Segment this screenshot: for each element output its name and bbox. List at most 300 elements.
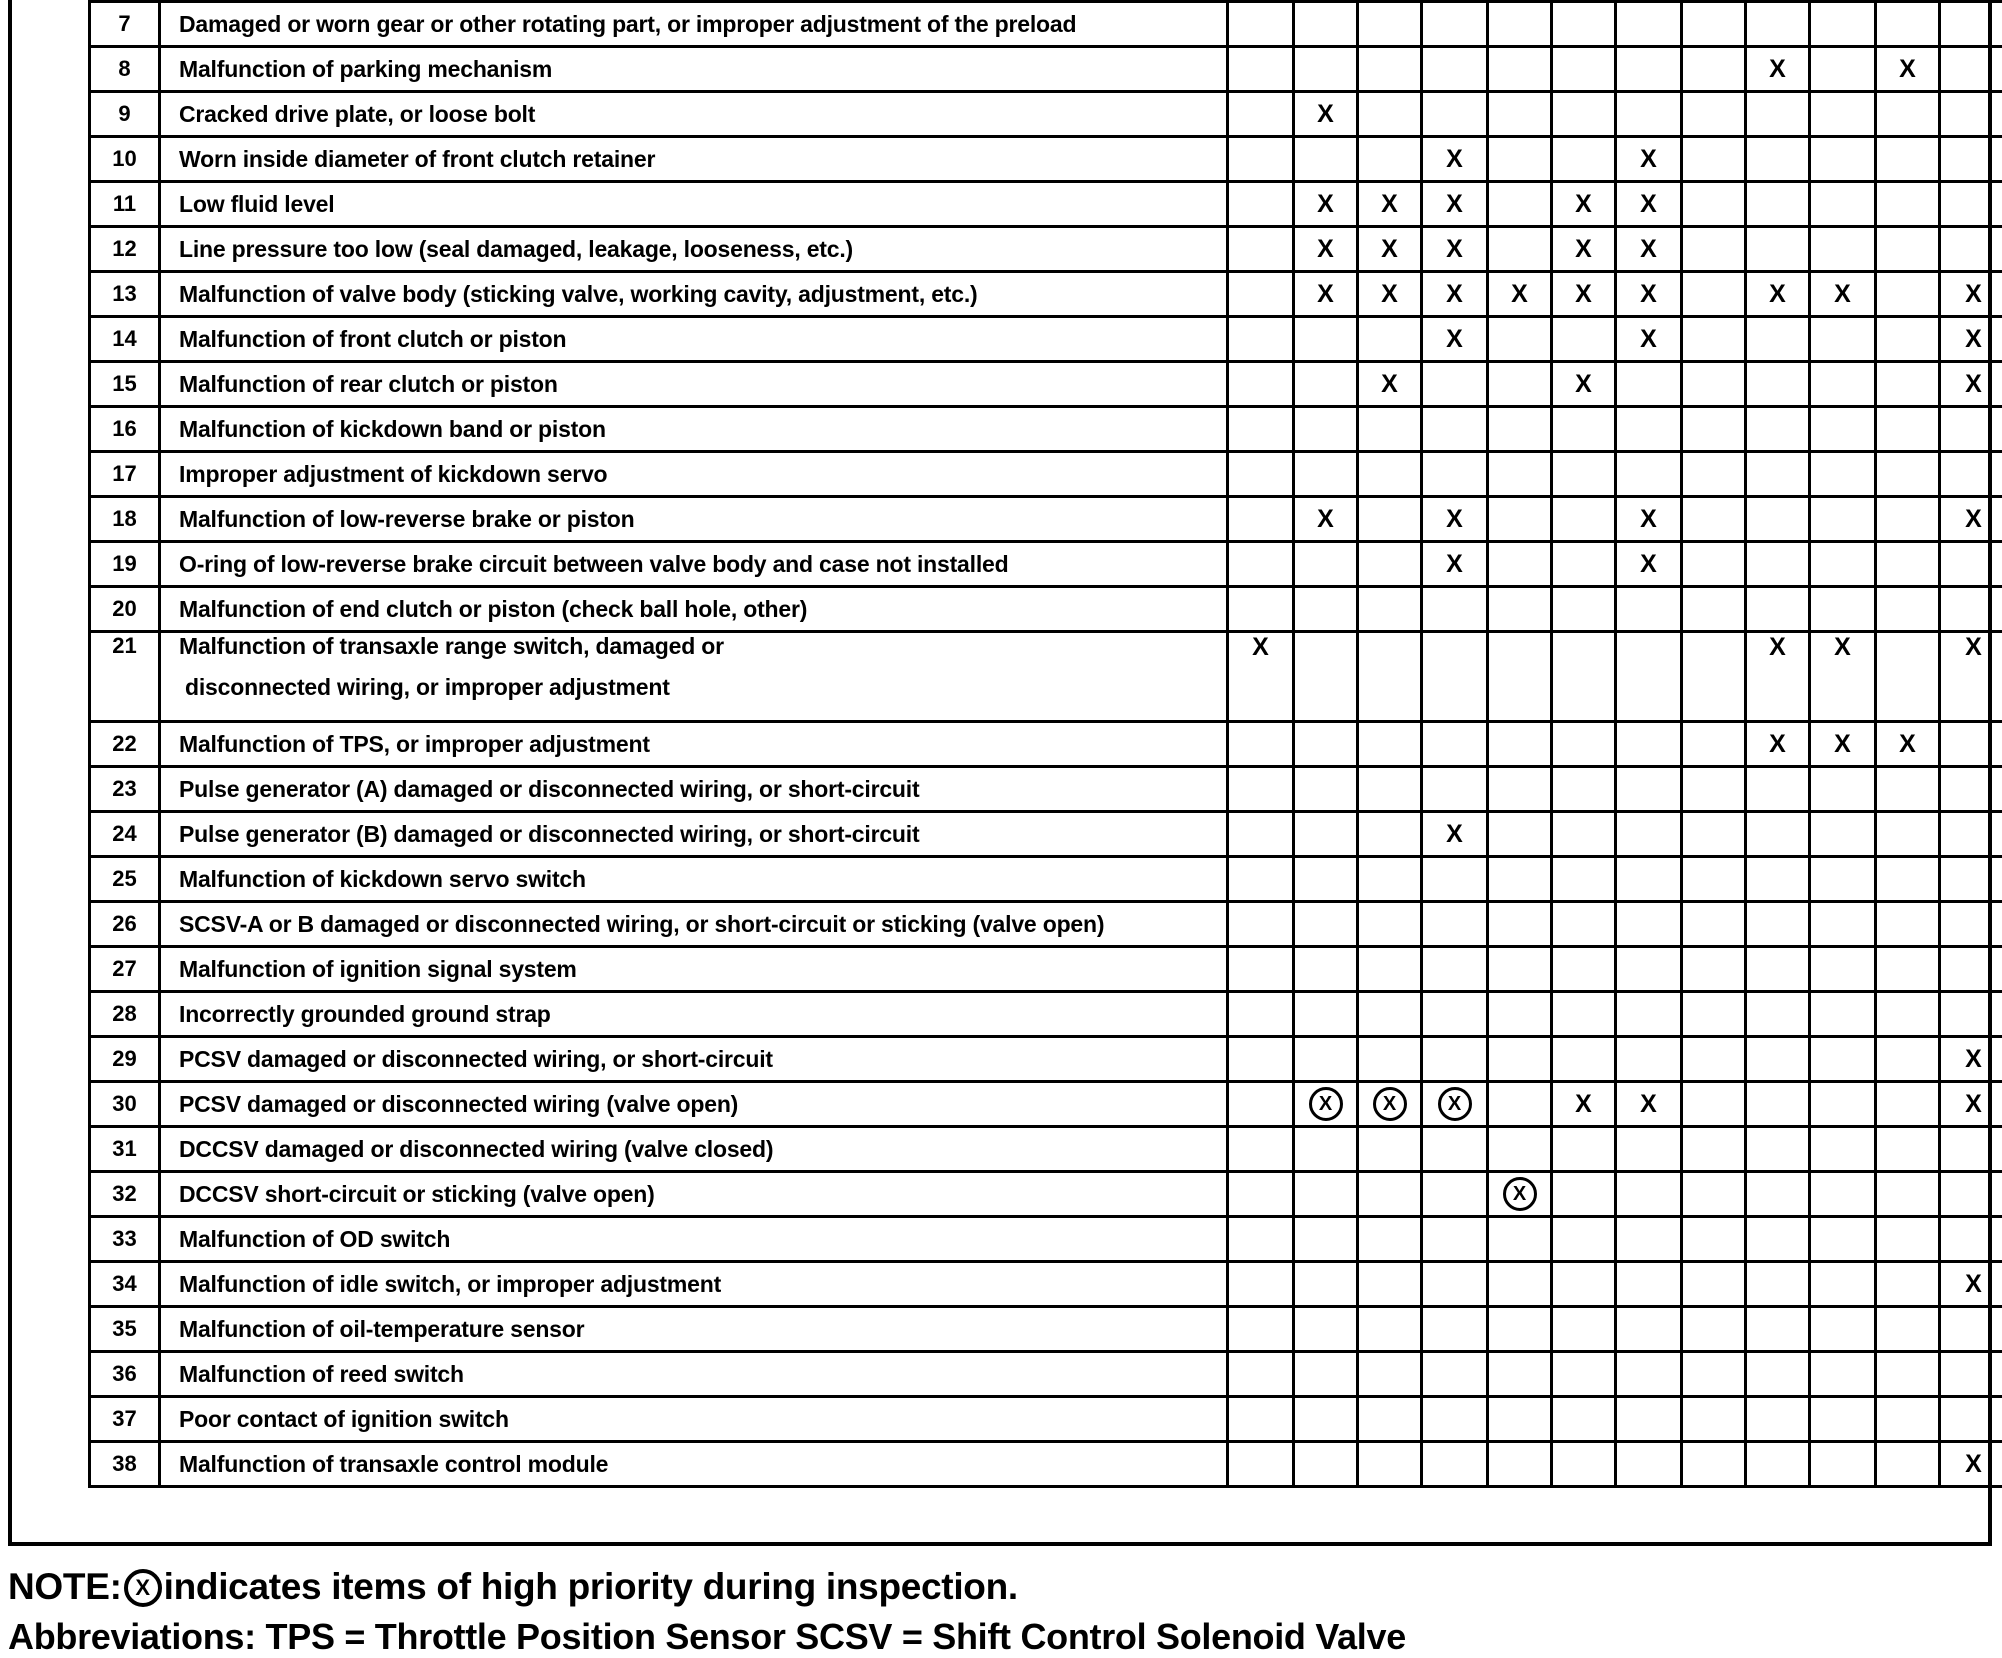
description-line: Malfunction of valve body (sticking valve, working cavity, adjustment, etc.) (179, 281, 978, 307)
check-cell (1746, 362, 1810, 407)
check-cell (1616, 2, 1682, 47)
check-cell (1358, 992, 1422, 1037)
check-cell (1422, 812, 1488, 857)
check-cell (1228, 1082, 1294, 1127)
check-cell (1810, 452, 1876, 497)
check-cell (1358, 227, 1422, 272)
check-cell (1810, 947, 1876, 992)
symptom-description (160, 227, 1228, 272)
check-cell (1616, 632, 1682, 722)
table-row (90, 1262, 2002, 1307)
check-cell (1616, 587, 1682, 632)
x-mark-icon: X (1965, 1090, 1982, 1118)
row-number: 27 (90, 947, 160, 992)
check-cell (1422, 1037, 1488, 1082)
row-number: 38 (90, 1442, 160, 1487)
table-row (90, 182, 2002, 227)
check-cell (1682, 767, 1746, 812)
x-mark-icon: X (1252, 633, 1269, 661)
check-cell (1422, 317, 1488, 362)
note-text: indicates items of high priority during inspection. (164, 1566, 1018, 1607)
check-cell (1682, 1262, 1746, 1307)
check-cell (1488, 587, 1552, 632)
description-line: Damaged or worn gear or other rotating part, or improper adjustment of the preload (179, 11, 1076, 37)
symptom-description (160, 1082, 1228, 1127)
description-line: Malfunction of kickdown band or piston (179, 416, 606, 442)
symptom-description (160, 767, 1228, 812)
x-mark-icon: X (1834, 730, 1851, 758)
check-cell (1810, 1127, 1876, 1172)
check-cell (1746, 1442, 1810, 1487)
check-cell (1810, 542, 1876, 587)
check-cell (1876, 902, 1940, 947)
check-cell (1422, 902, 1488, 947)
check-cell (1294, 362, 1358, 407)
row-number: 28 (90, 992, 160, 1037)
symptom-description (160, 1172, 1228, 1217)
check-cell (1488, 1307, 1552, 1352)
check-cell (1422, 182, 1488, 227)
check-cell (1488, 497, 1552, 542)
check-cell (1810, 317, 1876, 362)
check-cell (1552, 47, 1616, 92)
row-number: 10 (90, 137, 160, 182)
check-cell (1294, 632, 1358, 722)
check-cell (1358, 1127, 1422, 1172)
check-cell (1228, 182, 1294, 227)
table-row (90, 587, 2002, 632)
row-number: 26 (90, 902, 160, 947)
check-cell (1616, 812, 1682, 857)
check-cell (1422, 407, 1488, 452)
check-cell (1616, 1217, 1682, 1262)
check-cell (1682, 92, 1746, 137)
check-cell (1294, 947, 1358, 992)
check-cell (1488, 947, 1552, 992)
check-cell (1488, 767, 1552, 812)
x-mark-icon: X (1381, 370, 1398, 398)
row-number: 9 (90, 92, 160, 137)
check-cell (1746, 992, 1810, 1037)
check-cell (1616, 47, 1682, 92)
check-cell (1228, 1307, 1294, 1352)
check-cell (1876, 2, 1940, 47)
row-number: 15 (90, 362, 160, 407)
check-cell (1294, 1172, 1358, 1217)
check-cell (1294, 1082, 1358, 1127)
symptom-description (160, 857, 1228, 902)
diagnosis-sheet (8, 0, 1992, 1546)
row-number: 34 (90, 1262, 160, 1307)
check-cell (1940, 902, 2002, 947)
table-row (90, 1217, 2002, 1262)
check-cell (1876, 1397, 1940, 1442)
check-cell (1488, 1172, 1552, 1217)
check-cell (1358, 587, 1422, 632)
check-cell (1552, 137, 1616, 182)
row-number: 12 (90, 227, 160, 272)
check-cell (1682, 1307, 1746, 1352)
check-cell (1940, 767, 2002, 812)
table-row (90, 1397, 2002, 1442)
check-cell (1228, 452, 1294, 497)
check-cell (1552, 452, 1616, 497)
check-cell (1746, 632, 1810, 722)
x-mark-icon: X (1965, 505, 1982, 533)
check-cell (1940, 1217, 2002, 1262)
check-cell (1488, 1127, 1552, 1172)
check-cell (1488, 1352, 1552, 1397)
check-cell (1940, 947, 2002, 992)
symptom-description (160, 1442, 1228, 1487)
check-cell (1228, 992, 1294, 1037)
check-cell (1876, 227, 1940, 272)
row-number: 7 (90, 2, 160, 47)
check-cell (1682, 902, 1746, 947)
symptom-description (160, 1262, 1228, 1307)
symptom-description (160, 317, 1228, 362)
check-cell (1616, 1442, 1682, 1487)
check-cell (1552, 1172, 1616, 1217)
x-mark-icon: X (1446, 820, 1463, 848)
check-cell (1552, 812, 1616, 857)
check-cell (1358, 1037, 1422, 1082)
check-cell (1488, 1082, 1552, 1127)
check-cell (1876, 137, 1940, 182)
check-cell (1294, 452, 1358, 497)
check-cell (1616, 1082, 1682, 1127)
check-cell (1552, 1397, 1616, 1442)
check-cell (1358, 722, 1422, 767)
check-cell (1682, 857, 1746, 902)
x-mark-icon: X (1965, 325, 1982, 353)
x-mark-icon: X (1769, 633, 1786, 661)
check-cell (1488, 452, 1552, 497)
check-cell (1876, 1037, 1940, 1082)
check-cell (1940, 857, 2002, 902)
check-cell (1488, 182, 1552, 227)
table-row (90, 47, 2002, 92)
check-cell (1488, 632, 1552, 722)
check-cell (1228, 317, 1294, 362)
check-cell (1552, 947, 1616, 992)
check-cell (1228, 1442, 1294, 1487)
check-cell (1876, 317, 1940, 362)
check-cell (1940, 2, 2002, 47)
check-cell (1682, 452, 1746, 497)
circled-x-icon: X (1438, 1087, 1472, 1121)
check-cell (1488, 362, 1552, 407)
check-cell (1552, 857, 1616, 902)
table-row (90, 227, 2002, 272)
check-cell (1616, 857, 1682, 902)
check-cell (1810, 767, 1876, 812)
check-cell (1810, 902, 1876, 947)
check-cell (1488, 227, 1552, 272)
check-cell (1294, 272, 1358, 317)
check-cell (1228, 362, 1294, 407)
check-cell (1294, 1127, 1358, 1172)
check-cell (1552, 317, 1616, 362)
check-cell (1422, 587, 1488, 632)
check-cell (1810, 1352, 1876, 1397)
check-cell (1940, 182, 2002, 227)
check-cell (1358, 452, 1422, 497)
check-cell (1422, 722, 1488, 767)
check-cell (1616, 407, 1682, 452)
check-cell (1876, 1262, 1940, 1307)
check-cell (1294, 857, 1358, 902)
check-cell (1488, 902, 1552, 947)
symptom-description (160, 812, 1228, 857)
check-cell (1358, 2, 1422, 47)
row-number: 13 (90, 272, 160, 317)
check-cell (1422, 47, 1488, 92)
table-row (90, 407, 2002, 452)
check-cell (1876, 182, 1940, 227)
description-line: PCSV damaged or disconnected wiring, or short-circuit (179, 1046, 773, 1072)
check-cell (1746, 1352, 1810, 1397)
check-cell (1358, 1217, 1422, 1262)
x-mark-icon: X (1965, 370, 1982, 398)
check-cell (1682, 1037, 1746, 1082)
x-mark-icon: X (1575, 280, 1592, 308)
check-cell (1810, 137, 1876, 182)
check-cell (1488, 542, 1552, 587)
check-cell (1422, 857, 1488, 902)
check-cell (1876, 992, 1940, 1037)
check-cell (1940, 362, 2002, 407)
check-cell (1810, 1172, 1876, 1217)
row-number: 36 (90, 1352, 160, 1397)
check-cell (1810, 272, 1876, 317)
check-cell (1228, 947, 1294, 992)
description-line: disconnected wiring, or improper adjustment (179, 674, 1226, 701)
check-cell (1552, 632, 1616, 722)
check-cell (1552, 1307, 1616, 1352)
check-cell (1746, 1037, 1810, 1082)
check-cell (1940, 407, 2002, 452)
x-mark-icon: X (1317, 235, 1334, 263)
check-cell (1746, 92, 1810, 137)
table-row (90, 1307, 2002, 1352)
check-cell (1746, 407, 1810, 452)
table-row (90, 2, 2002, 47)
check-cell (1810, 182, 1876, 227)
check-cell (1422, 1262, 1488, 1307)
x-mark-icon: X (1446, 145, 1463, 173)
check-cell (1228, 1217, 1294, 1262)
row-number: 37 (90, 1397, 160, 1442)
check-cell (1552, 587, 1616, 632)
check-cell (1422, 947, 1488, 992)
check-cell (1422, 362, 1488, 407)
row-number: 22 (90, 722, 160, 767)
x-mark-icon: X (1317, 280, 1334, 308)
check-cell (1228, 47, 1294, 92)
check-cell (1422, 1442, 1488, 1487)
check-cell (1682, 1397, 1746, 1442)
check-cell (1616, 542, 1682, 587)
table-row (90, 1127, 2002, 1172)
description-line: Line pressure too low (seal damaged, leakage, looseness, etc.) (179, 236, 853, 262)
row-number: 8 (90, 47, 160, 92)
check-cell (1294, 992, 1358, 1037)
check-cell (1940, 1082, 2002, 1127)
check-cell (1228, 1352, 1294, 1397)
x-mark-icon: X (1640, 280, 1657, 308)
check-cell (1746, 2, 1810, 47)
table-row (90, 992, 2002, 1037)
description-line: O-ring of low-reverse brake circuit between valve body and case not installed (179, 551, 1008, 577)
table-row (90, 452, 2002, 497)
check-cell (1228, 812, 1294, 857)
check-cell (1810, 1217, 1876, 1262)
description-line: Malfunction of transaxle control module (179, 1451, 608, 1477)
check-cell (1228, 1262, 1294, 1307)
check-cell (1358, 182, 1422, 227)
symptom-description (160, 947, 1228, 992)
check-cell (1810, 992, 1876, 1037)
check-cell (1358, 902, 1422, 947)
description-line: DCCSV damaged or disconnected wiring (valve closed) (179, 1136, 773, 1162)
check-cell (1488, 857, 1552, 902)
check-cell (1294, 407, 1358, 452)
check-cell (1810, 632, 1876, 722)
check-cell (1228, 587, 1294, 632)
row-number: 35 (90, 1307, 160, 1352)
check-cell (1746, 1262, 1810, 1307)
check-cell (1358, 497, 1422, 542)
check-cell (1746, 1082, 1810, 1127)
symptom-description (160, 1037, 1228, 1082)
check-cell (1294, 317, 1358, 362)
check-cell (1682, 497, 1746, 542)
check-cell (1552, 767, 1616, 812)
check-cell (1876, 632, 1940, 722)
check-cell (1746, 812, 1810, 857)
check-cell (1876, 767, 1940, 812)
table-row (90, 497, 2002, 542)
row-number: 16 (90, 407, 160, 452)
description-line: Malfunction of front clutch or piston (179, 326, 566, 352)
check-cell (1616, 992, 1682, 1037)
check-cell (1616, 92, 1682, 137)
check-cell (1422, 1127, 1488, 1172)
x-mark-icon: X (1769, 55, 1786, 83)
check-cell (1358, 1172, 1422, 1217)
check-cell (1422, 767, 1488, 812)
check-cell (1746, 947, 1810, 992)
check-cell (1616, 227, 1682, 272)
check-cell (1746, 137, 1810, 182)
description-line: Malfunction of ignition signal system (179, 956, 577, 982)
check-cell (1746, 722, 1810, 767)
x-mark-icon: X (1965, 633, 1982, 661)
check-cell (1294, 902, 1358, 947)
check-cell (1810, 407, 1876, 452)
check-cell (1616, 1037, 1682, 1082)
check-cell (1422, 632, 1488, 722)
table-row (90, 812, 2002, 857)
check-cell (1746, 1217, 1810, 1262)
symptom-description (160, 587, 1228, 632)
check-cell (1876, 1217, 1940, 1262)
check-cell (1552, 362, 1616, 407)
description-line: DCCSV short-circuit or sticking (valve open) (179, 1181, 655, 1207)
circled-x-icon: X (1373, 1087, 1407, 1121)
check-cell (1552, 542, 1616, 587)
check-cell (1422, 452, 1488, 497)
check-cell (1616, 767, 1682, 812)
check-cell (1682, 992, 1746, 1037)
check-cell (1552, 1082, 1616, 1127)
check-cell (1940, 497, 2002, 542)
row-number: 29 (90, 1037, 160, 1082)
check-cell (1294, 137, 1358, 182)
description-line: Malfunction of OD switch (179, 1226, 450, 1252)
table-row (90, 1037, 2002, 1082)
check-cell (1552, 1127, 1616, 1172)
check-cell (1552, 92, 1616, 137)
table-row (90, 362, 2002, 407)
description-line: Malfunction of idle switch, or improper adjustment (179, 1271, 721, 1297)
check-cell (1358, 812, 1422, 857)
description-line: Incorrectly grounded ground strap (179, 1001, 551, 1027)
check-cell (1616, 137, 1682, 182)
symptom-description (160, 47, 1228, 92)
check-cell (1294, 1352, 1358, 1397)
x-mark-icon: X (1317, 505, 1334, 533)
check-cell (1682, 1082, 1746, 1127)
x-mark-icon: X (1317, 190, 1334, 218)
description-line: Cracked drive plate, or loose bolt (179, 101, 535, 127)
check-cell (1746, 317, 1810, 362)
check-cell (1810, 587, 1876, 632)
check-cell (1228, 497, 1294, 542)
check-cell (1294, 1217, 1358, 1262)
description-line: Worn inside diameter of front clutch retainer (179, 146, 655, 172)
check-cell (1228, 1127, 1294, 1172)
table-row (90, 1352, 2002, 1397)
check-cell (1552, 272, 1616, 317)
check-cell (1876, 92, 1940, 137)
check-cell (1616, 947, 1682, 992)
check-cell (1488, 1262, 1552, 1307)
check-cell (1682, 812, 1746, 857)
row-number: 31 (90, 1127, 160, 1172)
check-cell (1746, 1307, 1810, 1352)
check-cell (1552, 2, 1616, 47)
check-cell (1876, 1307, 1940, 1352)
description-line: Pulse generator (A) damaged or disconnected wiring, or short-circuit (179, 776, 919, 802)
check-cell (1228, 1397, 1294, 1442)
table-row (90, 1082, 2002, 1127)
check-cell (1682, 1442, 1746, 1487)
check-cell (1746, 182, 1810, 227)
check-cell (1358, 362, 1422, 407)
x-mark-icon: X (1640, 145, 1657, 173)
check-cell (1552, 497, 1616, 542)
check-cell (1228, 272, 1294, 317)
circled-x-icon: X (1503, 1177, 1537, 1211)
row-number: 18 (90, 497, 160, 542)
check-cell (1876, 542, 1940, 587)
check-cell (1940, 1262, 2002, 1307)
symptom-description (160, 362, 1228, 407)
x-mark-icon: X (1381, 190, 1398, 218)
symptom-description (160, 1127, 1228, 1172)
